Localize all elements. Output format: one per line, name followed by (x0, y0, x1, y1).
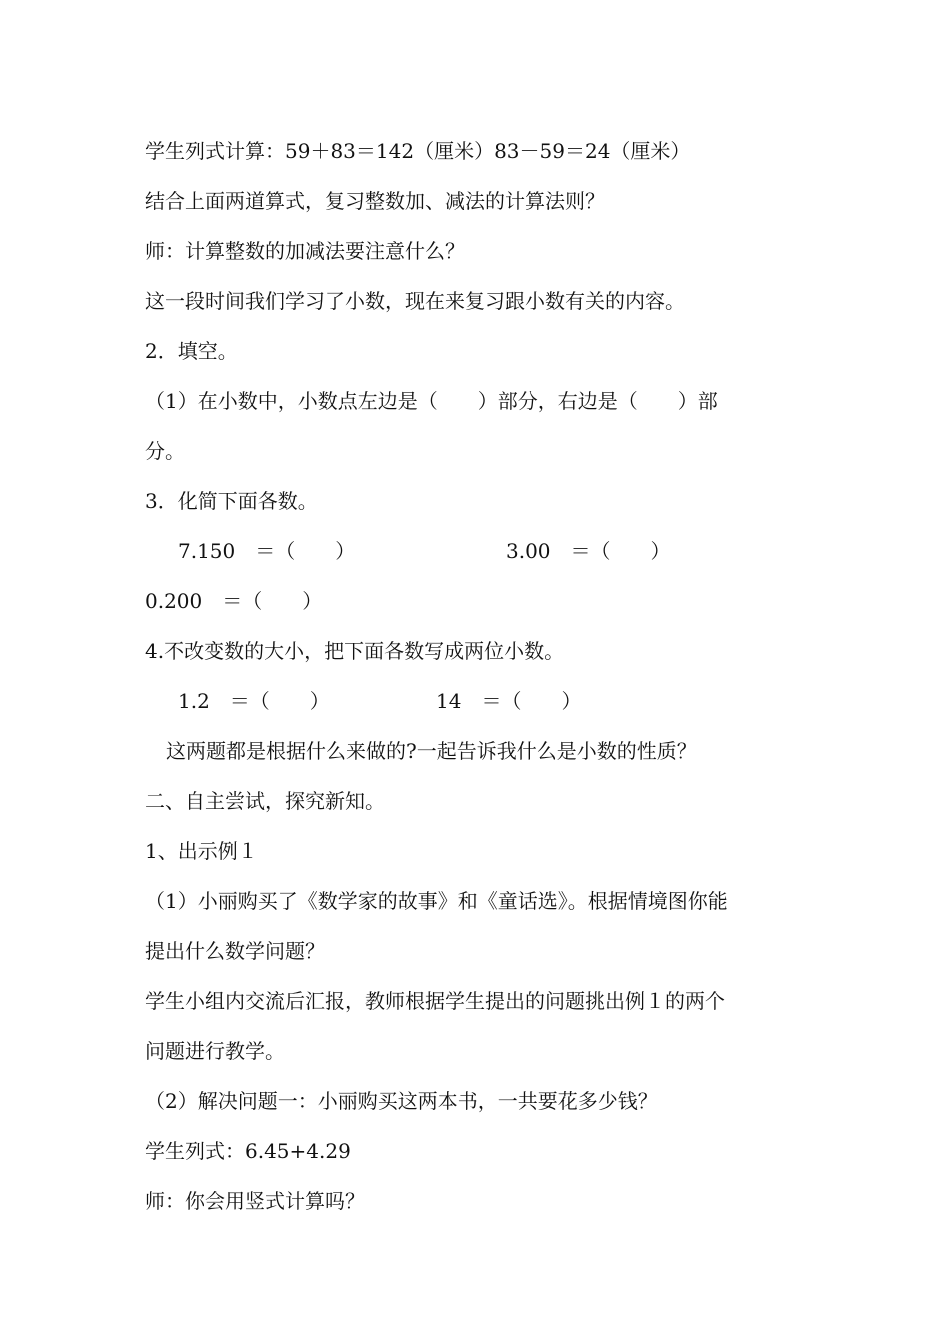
text-line-fill-blank-1-cont: 分。 (145, 439, 185, 463)
text-line-two-decimals-a: 1.2 ＝（ ） (178, 689, 330, 713)
text-line-group-report-cont: 问题进行教学。 (145, 1039, 285, 1063)
text-line-simplify-heading: 3．化简下面各数。 (145, 489, 318, 513)
text-line-simplify-a: 7.150 ＝（ ） (178, 539, 356, 563)
text-line-group-report: 学生小组内交流后汇报，教师根据学生提出的问题挑出例１的两个 (145, 989, 725, 1013)
text-line-section-two: 二、自主尝试，探究新知。 (145, 789, 385, 813)
text-line-simplify-c: 0.200 ＝（ ） (145, 589, 323, 613)
text-line-fill-blank-heading: 2．填空。 (145, 339, 238, 363)
text-line-student-formula: 学生列式：6.45+4.29 (145, 1139, 351, 1163)
text-line-student-calculation: 学生列式计算：59＋83＝142（厘米）83－59＝24（厘米） (145, 139, 691, 163)
text-line-vertical-calc-question: 师：你会用竖式计算吗？ (145, 1189, 365, 1213)
text-line-decimal-property: 这两题都是根据什么来做的?一起告诉我什么是小数的性质？ (166, 739, 697, 763)
text-line-example-1-part-1: （1）小丽购买了《数学家的故事》和《童话选》。根据情境图你能 (145, 889, 728, 913)
text-line-fill-blank-1: （1）在小数中，小数点左边是（ ）部分，右边是（ ）部 (145, 389, 718, 413)
text-line-simplify-b: 3.00 ＝（ ） (506, 539, 671, 563)
text-line-example-1-part-1-cont: 提出什么数学问题？ (145, 939, 325, 963)
text-line-two-decimals-heading: 4.不改变数的大小，把下面各数写成两位小数。 (145, 639, 565, 663)
text-line-example-1: 1、出示例１ (145, 839, 258, 863)
text-line-teacher-question: 师：计算整数的加减法要注意什么？ (145, 239, 465, 263)
text-line-two-decimals-b: 14 ＝（ ） (436, 689, 582, 713)
text-line-review-rules: 结合上面两道算式，复习整数加、减法的计算法则？ (145, 189, 605, 213)
text-line-problem-one: （2）解决问题一：小丽购买这两本书，一共要花多少钱？ (145, 1089, 658, 1113)
text-line-decimal-review: 这一段时间我们学习了小数，现在来复习跟小数有关的内容。 (145, 289, 685, 313)
